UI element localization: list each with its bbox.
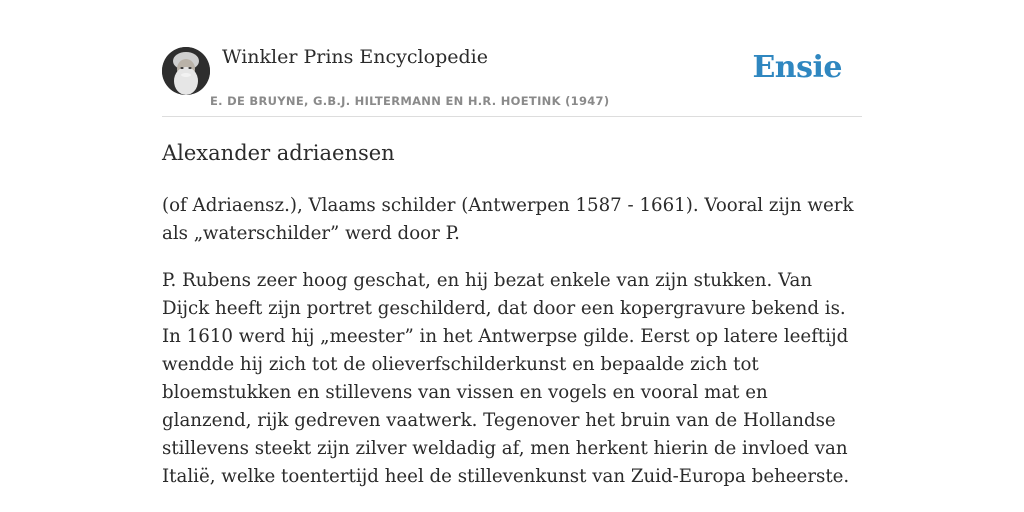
page bbox=[162, 0, 862, 512]
source-title[interactable]: Winkler Prins Encyclopedie bbox=[222, 46, 488, 68]
brand-logo[interactable]: Ensie bbox=[752, 50, 842, 85]
entry-title: Alexander adriaensen bbox=[162, 141, 395, 165]
entry-paragraph: P. Rubens zeer hoog geschat, en hij bezat enkele van zijn stukken. Van Dijck heeft zijn portret geschilderd, dat door een kopergravure bekend is. In 1610 werd hij „meester” in het Antwerpse gilde. Eerst op latere leeftijd wendde hij zich tot de olieverfschilderkunst en bepaalde zich tot bloemstukken en stillevens van vissen en vogels en vooral mat en glanzend, rijk gedreven vaatwerk. Tegenover het bruin van de Hollandse stillevens steekt zijn zilver weldadig af, men herkent hierin de invloed van Italië, welke toentertijd heel de stillevenkunst van Zuid-Europa beheerste. bbox=[162, 270, 850, 487]
entry-body bbox=[162, 192, 862, 510]
entry-paragraph: (of Adriaensz.), Vlaams schilder (Antwerpen 1587 - 1661). Vooral zijn werk als „waterschilder” werd door P. bbox=[162, 195, 854, 244]
header bbox=[162, 0, 862, 117]
source-authors: E. DE BRUYNE, G.B.J. HILTERMANN EN H.R. HOETINK (1947) bbox=[210, 94, 610, 108]
author-portrait-icon bbox=[162, 47, 210, 95]
author-avatar[interactable] bbox=[162, 47, 210, 95]
